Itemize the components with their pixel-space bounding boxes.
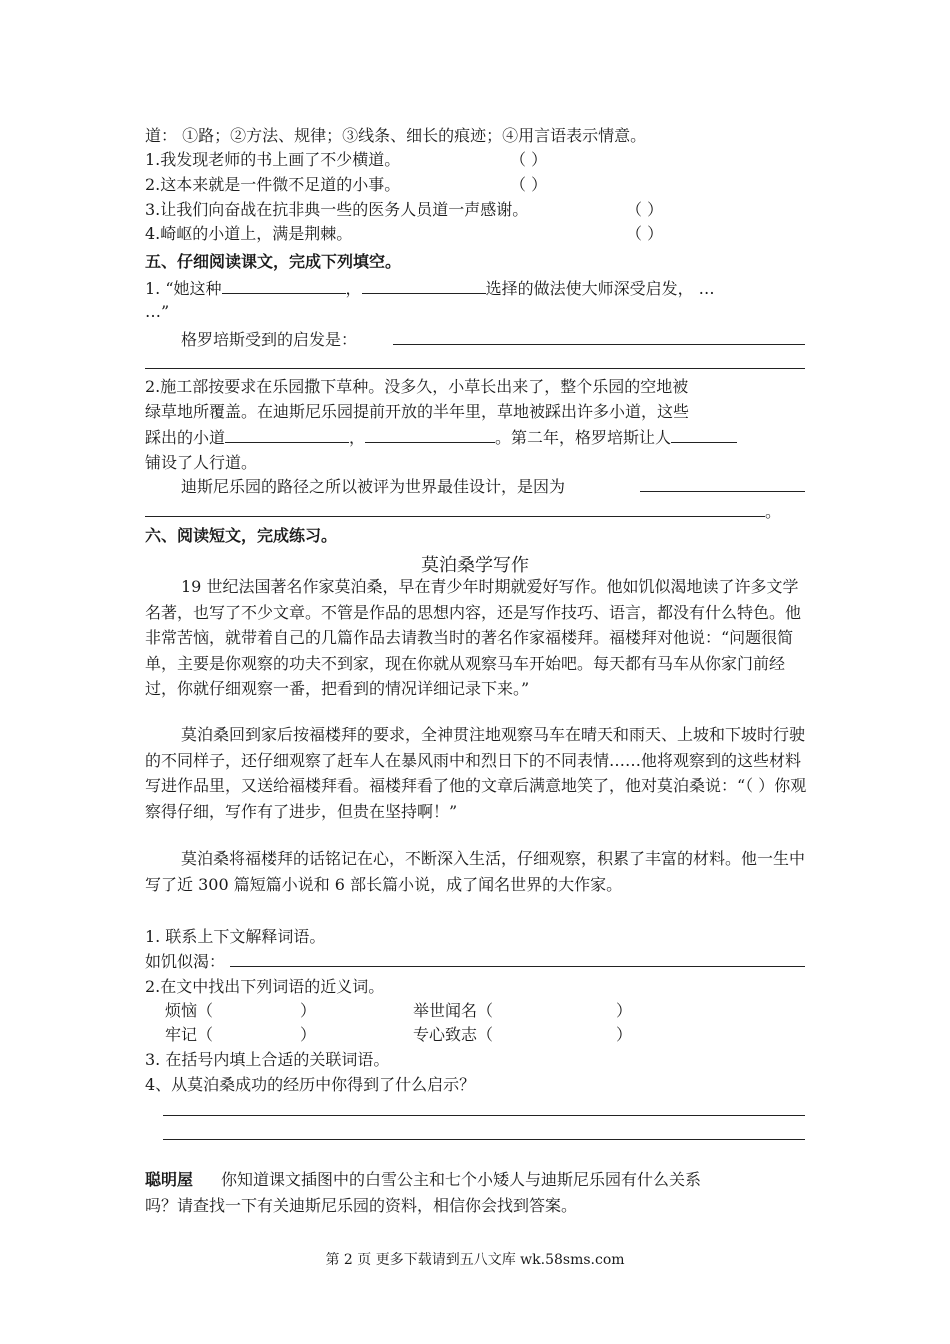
synonym-word: 烦恼（ <box>165 1001 214 1020</box>
question-text: 1.我发现老师的书上画了不少横道。 <box>145 150 401 169</box>
passage-paragraph: 莫泊桑回到家后按福楼拜的要求，全神贯注地观察马车在晴天和雨天、上坡和下坡时行驶的不同样子，还仔细观察了赶车人在暴风雨中和烈日下的不同表情……他将观察到的这些材料写进作品里，又送给福楼拜看。福楼拜看了他的文章后满意地笑了，他对莫泊桑说：“（ ）你观察得仔细，写作有了进步，但贵在坚持啊！” <box>145 725 807 821</box>
prompt: 迪斯尼乐园的路径之所以被评为世界最佳设计，是因为 <box>181 477 566 496</box>
smart-house-line <box>145 1170 701 1190</box>
question-text: 1. 联系上下文解释词语。 <box>145 927 326 946</box>
synonym-word: 举世闻名（ <box>413 1001 494 1020</box>
synonym-word: 专心致志（ <box>413 1025 494 1044</box>
answer-line[interactable] <box>145 368 805 369</box>
text: 1. “她这种 <box>145 279 222 298</box>
answer-paren[interactable]: （ ） <box>626 200 664 219</box>
answer-line[interactable] <box>393 344 805 345</box>
answer-line[interactable] <box>163 1139 805 1140</box>
answer-blank[interactable] <box>362 277 486 294</box>
text: 你知道课文插图中的白雪公主和七个小矮人与迪斯尼乐园有什么关系 <box>221 1170 702 1189</box>
answer-paren[interactable]: （ ） <box>510 150 548 169</box>
answer-paren[interactable]: ） <box>616 1025 633 1044</box>
section-heading: 五、仔细阅读课文，完成下列填空。 <box>145 252 402 271</box>
question-text: 4、从莫泊桑成功的经历中你得到了什么启示？ <box>145 1075 476 1094</box>
text-line: 绿草地所覆盖。在迪斯尼乐园提前开放的半年里，草地被踩出许多小道，这些 <box>145 402 690 422</box>
prompt: 格罗培斯受到的启发是： <box>181 330 358 349</box>
answer-blank[interactable] <box>225 426 349 443</box>
answer-paren[interactable]: （ ） <box>510 175 548 194</box>
text-line: 铺设了人行道。 <box>145 452 258 472</box>
text: ， <box>349 427 366 447</box>
text-line: …” <box>145 302 170 321</box>
fill-line <box>145 425 807 450</box>
question-item <box>145 200 528 220</box>
answer-line[interactable] <box>163 1115 805 1116</box>
text-line: 吗？请查找一下有关迪斯尼乐园的资料，相信你会找到答案。 <box>145 1196 578 1215</box>
answer-paren[interactable]: ） <box>300 1025 317 1044</box>
text-line: 2.施工部按要求在乐园撒下草种。没多久，小草长出来了，整个乐园的空地被 <box>145 377 689 396</box>
question-item <box>145 224 352 244</box>
question-text: 2.这本来就是一件微不足道的小事。 <box>145 175 401 194</box>
answer-paren[interactable]: ） <box>616 1001 633 1020</box>
answer-blank[interactable] <box>671 426 737 443</box>
text: 。第二年，格罗培斯让人 <box>495 427 672 447</box>
question-text: 2.在文中找出下列词语的近义词。 <box>145 977 385 996</box>
prompt: 如饥似渴： <box>145 952 226 971</box>
question-text: 3.让我们向奋战在抗非典一些的医务人员道一声感谢。 <box>145 200 529 219</box>
period: 。 <box>765 502 782 521</box>
answer-line[interactable] <box>640 491 805 492</box>
synonym-word: 牢记（ <box>165 1025 214 1044</box>
passage-title: 莫泊桑学写作 <box>421 555 529 576</box>
answer-paren[interactable]: （ ） <box>626 224 664 243</box>
text: 选择的做法使大师深受启发， … <box>485 279 715 298</box>
question-item <box>145 175 400 195</box>
question-paragraph <box>145 374 807 475</box>
page-footer: 第 2 页 更多下载请到五八文库 wk.58sms.com <box>325 1252 625 1268</box>
answer-blank[interactable] <box>222 277 346 294</box>
smart-house-label: 聪明屋 <box>145 1170 194 1189</box>
answer-paren[interactable]: ） <box>300 1001 317 1020</box>
question-item <box>145 150 400 170</box>
fill-line <box>145 277 715 299</box>
answer-blank[interactable] <box>365 426 495 443</box>
answer-line[interactable] <box>145 516 765 517</box>
text: ， <box>345 279 362 298</box>
text: 踩出的小道 <box>145 427 226 447</box>
passage-paragraph: 莫泊桑将福楼拜的话铭记在心，不断深入生活，仔细观察，积累了丰富的材料。他一生中写了近 300 篇短篇小说和 6 部长篇小说，成了闻名世界的大作家。 <box>145 849 806 894</box>
answer-line[interactable] <box>230 966 805 967</box>
section-heading: 六、阅读短文，完成练习。 <box>145 526 338 545</box>
passage-paragraph: 19 世纪法国著名作家莫泊桑，早在青少年时期就爱好写作。他如饥似渴地读了许多文学名著，也写了不少文章。不管是作品的思想内容，还是写作技巧、语言，都没有什么特色。他非常苦恼，就带着自己的几篇作品去请教当时的著名作家福楼拜。福楼拜对他说：“问题很简单，主要是你观察的功夫不到家，现在你就从观察马车开始吧。每天都有马车从你家门前经过，你就仔细观察一番，把看到的情况详细记录下来。” <box>145 577 802 698</box>
question-text: 4.崎岖的小道上，满是荆棘。 <box>145 224 353 243</box>
definition-line: 道： ①路；②方法、规律；③线条、细长的痕迹；④用言语表示情意。 <box>145 126 647 145</box>
question-text: 3. 在括号内填上合适的关联词语。 <box>145 1050 390 1069</box>
